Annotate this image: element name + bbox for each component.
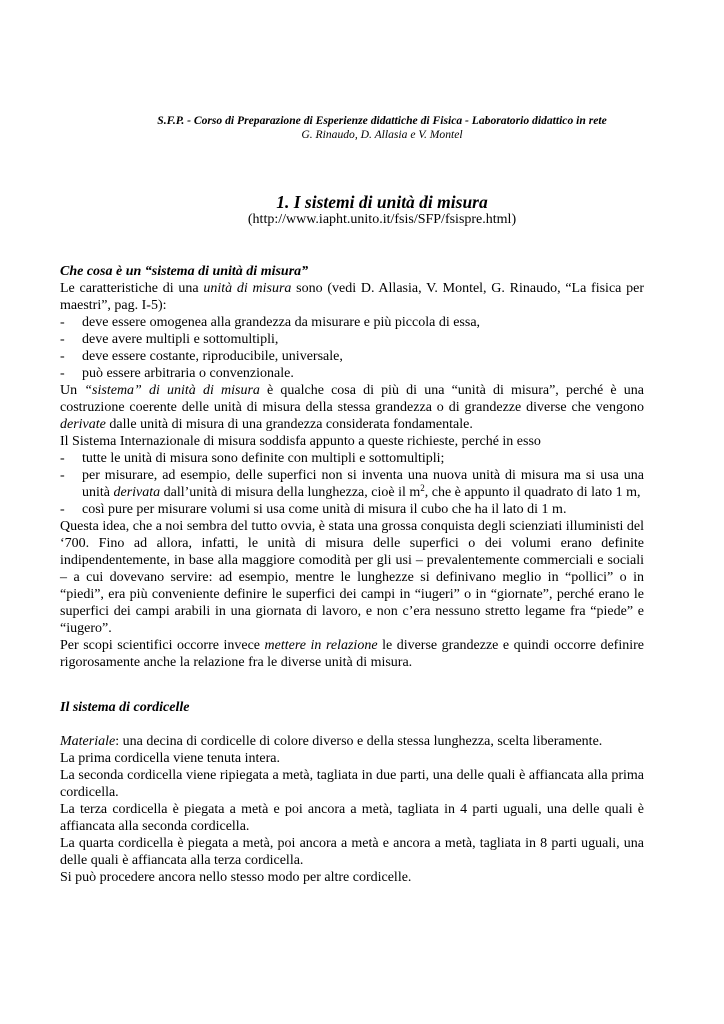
section2-heading: Il sistema di cordicelle [60, 700, 190, 715]
system-paragraph: Un “sistema” di unità di misura è qualche cosa di più di una “unità di misura”, perché è una costruzione coerente delle unità di misura della stessa grandezza o di grandezze diverse che vengono derivate dalle unità di misura di una grandezza considerata fondamentale. [60, 383, 644, 432]
cord-line: La seconda cordicella viene ripiegata a metà, tagliata in due parti, una delle quali è affiancata alla prima cordicella. [60, 768, 644, 800]
section2-body [60, 733, 644, 886]
authors: G. Rinaudo, D. Allasia e V. Montel [301, 128, 463, 141]
cord-line: La quarta cordicella è piegata a metà, poi ancora a metà e ancora a metà, tagliata in 8 parti uguali, una delle quali è affiancata alla terza cordicella. [60, 836, 644, 868]
source-url: (http://www.iapht.unito.it/fsis/SFP/fsispre.html) [247, 212, 517, 227]
section1-body [60, 280, 644, 671]
list-item: - per misurare, ad esempio, delle superfici non si inventa una nuova unità di misura ma si usa una unità derivata dall’unità di misura della lunghezza, cioè il $m^2$, che è appunto il quadrato di lato 1 m, [60, 468, 644, 500]
list-item: - deve avere multipli e sottomultipli, [60, 332, 279, 347]
list-item: - deve essere omogenea alla grandezza da misurare e più piccola di essa, [60, 315, 481, 330]
list-item: - deve essere costante, riproducibile, universale, [60, 349, 343, 364]
cord-line: Si può procedere ancora nello stesso modo per altre cordicelle. [60, 870, 412, 885]
document-header [60, 114, 704, 142]
cord-line: La terza cordicella è piegata a metà e poi ancora a metà, tagliata in 4 parti uguali, una delle quali è affiancata alla seconda cordicella. [60, 802, 644, 834]
section1-heading: Che cosa è un “sistema di unità di misura” [60, 264, 309, 279]
course-title: S.F.P. - Corso di Preparazione di Esperienze didattiche di Fisica - Laboratorio didattico in rete [157, 114, 607, 127]
materiale-paragraph: Materiale: una decina di cordicelle di colore diverso e della stessa lunghezza, scelta liberamente. [60, 734, 603, 749]
page-title: 1. I sistemi di unità di misura [276, 192, 488, 212]
list-item: - tutte le unità di misura sono definite con multipli e sottomultipli; [60, 451, 445, 466]
scientific-paragraph: Per scopi scientifici occorre invece mettere in relazione le diverse grandezze e quindi occorre definire rigorosamente anche la relazione fra le diverse unità di misura. [60, 638, 644, 670]
si-paragraph: Il Sistema Internazionale di misura soddisfa appunto a queste richieste, perché in esso [60, 434, 541, 449]
history-paragraph: Questa idea, che a noi sembra del tutto ovvia, è stata una grossa conquista degli scienziati illuministi del ‘700. Fino ad allora, infatti, le unità di misura delle superfici o dei volumi erano definite indipendentemente, in base alla maggiore comodità per gli usi – prevalentemente commerciali e sociali – a cui dovevano servire: ad esempio, mentre le lunghezze si definivano meglio in “pollici” o in “piedi”, era più conveniente definire le superfici dei campi in “iugeri” o in “giornate”, perché erano le superfici dei campi arabili in una giornata di lavoro, e non c’era nessuno stretto legame fra “piede” e “iugero”. [60, 519, 644, 636]
intro-paragraph: Le caratteristiche di una unità di misura sono (vedi D. Allasia, V. Montel, G. Rinaudo, “La fisica per maestri”, pag. I-5): [60, 281, 644, 313]
cord-line: La prima cordicella viene tenuta intera. [60, 751, 281, 766]
list-item: - così pure per misurare volumi si usa come unità di misura il cubo che ha il lato di 1 m. [60, 502, 567, 517]
list-item: - può essere arbitraria o convenzionale. [60, 366, 294, 381]
